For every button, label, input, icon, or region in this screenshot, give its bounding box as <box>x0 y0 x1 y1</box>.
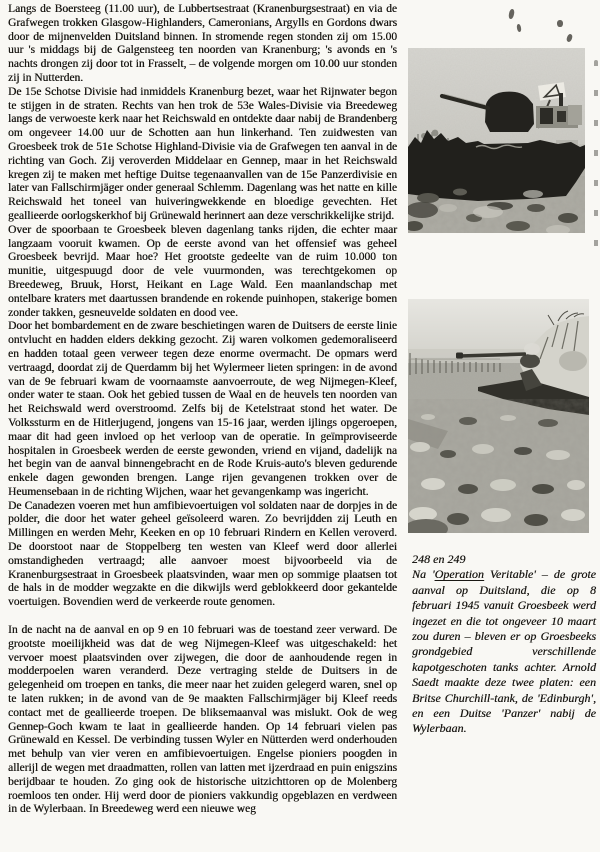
scan-ink-speck <box>566 33 573 42</box>
page-edge-marks <box>594 60 598 255</box>
scan-ink-speck <box>516 24 521 33</box>
photo-caption <box>412 552 596 737</box>
caption-text-start: Na ' <box>412 567 435 582</box>
body-text-column <box>8 3 397 817</box>
caption-underlined-word: Operation <box>434 567 484 582</box>
churchill-tank-photo-illustration <box>408 48 585 233</box>
paragraph: In de nacht na de aanval en op 9 en 10 februari was de toestand zeer verward. De grootste moeilijkheid was dat de weg Nijmegen-Kleef was uitgeschakeld: het vervoer moest plaatsvinden over zijwegen, die door de aanhoudende regen in modderpoelen waren veranderd. Deze vertraging stelde de Duitsers in de gelegenheid om troepen en tanks, die meer naar het zuiden gelegerd waren, snel op te laten rukken; in de avond van de 9e maakten Fallschirmjäger bij Kleef reeds contact met de geallieerde troepen. De bliksemaanval was mislukt. Ook de weg Gennep-Goch kwam te laat in geallieerde handen. Op 14 februari vielen pas Grünewald en Kessel. De verbinding tussen Wyler en Nütterden werd onderhouden met behulp van vier veren en amfibievoertuigen. Engelse pioniers poogden in allerijl de wegen met draadmatten, rollen van latten met ijzerdraad en puin enigszins berijdbaar te houden. Zo ging ook de historische uitzichttoren op de Molenberg roemloos ten onder. Hij werd door de pioniers vakkundig opgeblazen en verdween in de Wylerbaan. In Breedeweg werd een nieuwe weg <box>8 624 397 816</box>
photo-churchill-tank <box>408 48 585 233</box>
scan-ink-speck <box>557 20 563 27</box>
scan-ink-speck <box>508 9 515 20</box>
paragraph: De 15e Schotse Divisie had inmiddels Kranenburg bezet, waar het Rijnwater begon te stijgen in de straten. Rechts van hen trok de 53e Wales-Divisie via Breedeweg langs de verwoeste kerk naar het Reichswald en ontdekte daar nabij de Brandenberg om ongeveer 14.00 uur de Schotten aan hun linkerhand. Ten zuidwesten van Groesbeek trok de 51e Schotse Highland-Divisie via de Grafwegen ten aanval in de richting van Goch. Zij veroverden Middelaar en Gennep, maar in het Reichswald kregen zij te maken met heftige Duitse tegenaanvallen van de 15e Panzerdivisie en later van Fallschirmjäger onder generaal Schlemm. Dagenlang was het natte en kille Reichswald het toneel van huiveringwekkende en bloedige gevechten. Het geallieerde oorlogskerkhof bij Grünewald herinnert aan deze verschrikkelijke strijd. <box>8 85 397 222</box>
caption-text <box>412 567 596 736</box>
caption-photo-numbers: 248 en 249 <box>412 552 466 566</box>
gun-barrel <box>460 354 526 356</box>
panzer-wreck-photo-illustration <box>408 299 589 533</box>
paragraph: De Canadezen voeren met hun amfibievoertuigen vol soldaten naar de dorpjes in de polder, die door het water geheel geïsoleerd waren. Zo bevrijdden zij Leuth en Millingen en werden Mehr, Keeken en op 10 februari Rindern en Kellen veroverd. De doorstoot naar de Stoppelberg ten westen van Kleef werd door allerlei omstandigheden vertraagd; alle aanvoer moest bijvoorbeeld via de Kranenburgsestraat in Groesbeek plaatsvinden, waar men op sommige plaatsen tot de hals in de modder wegzakte en die dikwijls werd geblokkeerd door gekantelde voertuigen. Bovendien werd de verkeerde route genomen. <box>8 499 397 609</box>
paragraph: Langs de Boersteeg (11.00 uur), de Lubbertsestraat (Kranenburgsestraat) en via de Grafwegen trokken Glasgow-Highlanders, Cameronians, Argylls en Gordons dwars door de mijnenvelden Duitsland binnen. In stromende regen stonden zij om 15.00 uur 's middags bij de Galgensteeg ten noorden van Kranenburg; 's avonds en 's nachts drongen zij door tot in Frasselt, – de volgende morgen om 10.00 uur stonden zij in Nutterden. <box>8 3 397 84</box>
paragraph: Over de spoorbaan te Groesbeek bleven dagenlang tanks rijden, die echter maar langzaam vooruit kwamen. Op de eerste avond van het offensief was geheel Groesbeek bevrijd. Maar hoe? Het grootste gedeelte van de ruim 10.000 ton munitie, uitgespuugd door de vele vuurmonden, was terechtgekomen op Breedeweg, Bruuk, Horst, Heikant en Lage Wald. Een maanlandschap met ontelbare kraters met daartussen brandende en rokende puinhopen, stakerige bomen zonder takken, gesneuvelde soldaten en dood vee. <box>8 223 397 319</box>
paragraph: Door het bombardement en de zware beschietingen waren de Duitsers de eerste linie ontvlucht en hadden elders dekking gezocht. Zij waren volkomen gedemoraliseerd en hadden totaal geen verweer tegen deze enorme overmacht. De opmars werd vertraagd, doordat zij de Querdamm bij het Wylermeer lieten springen: in de avond van de 9e februari kwam de voornaamste aanvoerroute, de weg Nijmegen-Kleef, onder water te staan. Ook het gebied tussen de Waal en de heuvels ten noorden van het Reichswald werd overstroomd. Zelfs bij de Ketelstraat stond het water. De Volkssturm en de Hitlerjugend, jongens van 15-16 jaar, werden ijlings opgeroepen, maar dit had geen invloed op het verloop van de operatie. In geïmproviseerde hospitalen in Groesbeek werden de eerste gewonden, vriend en vijand, dadelijk na het begin van de aanval binnengebracht en de Rode Kruis-auto's bleven gedurende enkele dagen gewonden brengen. Lange rijen gevangenen trokken over de Heumensebaan in de richting Wijchen, waar het gevangenkamp was ingericht. <box>8 320 397 498</box>
tank-turret <box>485 92 534 132</box>
photo-german-panzer <box>408 299 589 533</box>
caption-text-rest: Veritable' – de grote aanval op Duitsland, die op 8 februari 1945 vanuit Groesbeek werd ingezet en die tot ongeveer 10 maart zou duren – bleven er op Groesbeeks grondgebied verschillende kapotgeschoten tanks achter. Arnold Saedt maakte deze twee platen: een Britse Churchill-tank, de 'Edinburgh', en een Duitse 'Panzer' nabij de Wylerbaan. <box>412 567 596 736</box>
